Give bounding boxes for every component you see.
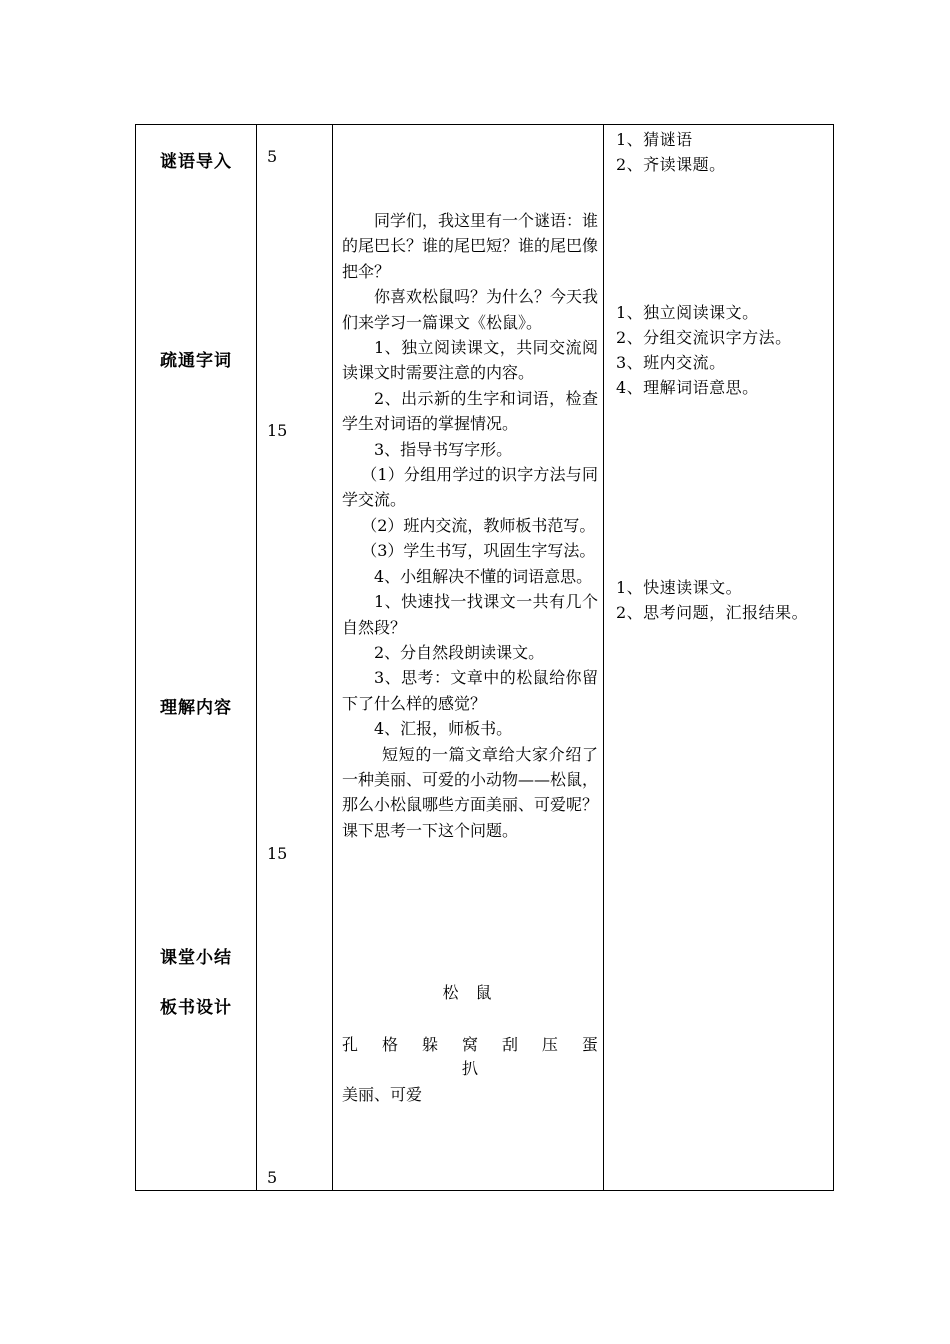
board-summary: 美丽、可爱 xyxy=(342,1085,423,1104)
student-activity-item: 2、齐读课题。 xyxy=(616,155,726,174)
teacher-paragraph: 短短的一篇文章给大家介绍了一种美丽、可爱的小动物——松鼠，那么小松鼠哪些方面美丽、可爱呢？课下思考一下这个问题。 xyxy=(342,744,599,840)
stage-board-design: 板书设计 xyxy=(160,998,232,1018)
column-divider xyxy=(256,125,257,1190)
minutes-summary: 5 xyxy=(267,1168,278,1187)
board-character: 窝 xyxy=(461,1035,478,1054)
lesson-plan-table xyxy=(135,124,834,1191)
board-character: 躲 xyxy=(421,1035,438,1054)
teacher-activities xyxy=(342,208,598,843)
student-activities-riddle xyxy=(616,127,726,177)
board-character: 扒 xyxy=(461,1059,478,1078)
board-title: 松 鼠 xyxy=(442,983,498,1002)
student-activity-item: 2、分组交流识字方法。 xyxy=(616,328,792,347)
teacher-paragraph: 3、思考：文章中的松鼠给你留下了什么样的感觉？ xyxy=(342,668,598,713)
board-character: 格 xyxy=(381,1035,398,1054)
minutes-vocabulary: 15 xyxy=(267,421,288,440)
student-activity-item: 2、思考问题，汇报结果。 xyxy=(616,603,809,622)
student-activities-comprehension xyxy=(616,575,808,625)
teacher-paragraph: 3、指导书写字形。 xyxy=(374,439,513,459)
column-divider xyxy=(332,125,333,1190)
student-activity-item: 3、班内交流。 xyxy=(616,353,726,372)
stage-vocabulary: 疏通字词 xyxy=(160,351,232,371)
teacher-paragraph: 同学们，我这里有一个谜语：谁的尾巴长？谁的尾巴短？谁的尾巴像把伞？ xyxy=(342,211,599,281)
board-character: 孔 xyxy=(342,1035,359,1054)
minutes-comprehension: 15 xyxy=(267,844,288,863)
board-character: 刮 xyxy=(501,1035,518,1054)
teacher-paragraph: 1、快速找一找课文一共有几个自然段？ xyxy=(342,592,598,637)
student-activity-item: 4、理解词语意思。 xyxy=(616,378,759,397)
student-activity-item: 1、快速读课文。 xyxy=(616,578,743,597)
board-character: 蛋 xyxy=(581,1035,598,1054)
teacher-paragraph: 4、小组解决不懂的词语意思。 xyxy=(374,566,593,586)
stage-summary: 课堂小结 xyxy=(160,948,232,968)
student-activity-item: 1、猜谜语 xyxy=(616,130,693,149)
teacher-paragraph: （3）学生书写，巩固生字写法。 xyxy=(361,541,596,561)
teacher-paragraph: 1、独立阅读课文，共同交流阅读课文时需要注意的内容。 xyxy=(342,338,598,383)
stage-riddle-intro: 谜语导入 xyxy=(160,152,232,172)
minutes-riddle-intro: 5 xyxy=(267,147,278,166)
student-activity-item: 1、独立阅读课文。 xyxy=(616,303,759,322)
teacher-paragraph: 2、分自然段朗读课文。 xyxy=(374,642,545,662)
teacher-paragraph: （1）分组用学过的识字方法与同学交流。 xyxy=(342,465,598,510)
teacher-paragraph: 2、出示新的生字和词语，检查学生对词语的掌握情况。 xyxy=(342,388,598,434)
student-activities-vocabulary xyxy=(616,300,792,400)
column-divider xyxy=(603,125,604,1190)
teacher-paragraph: 你喜欢松鼠吗？为什么？今天我们来学习一篇课文《松鼠》。 xyxy=(342,287,599,332)
board-character: 压 xyxy=(541,1035,558,1054)
board-characters xyxy=(342,1032,598,1055)
stage-comprehension: 理解内容 xyxy=(160,698,232,718)
teacher-paragraph: （2）班内交流，教师板书范写。 xyxy=(361,515,596,535)
teacher-paragraph: 4、汇报，师板书。 xyxy=(374,719,513,739)
